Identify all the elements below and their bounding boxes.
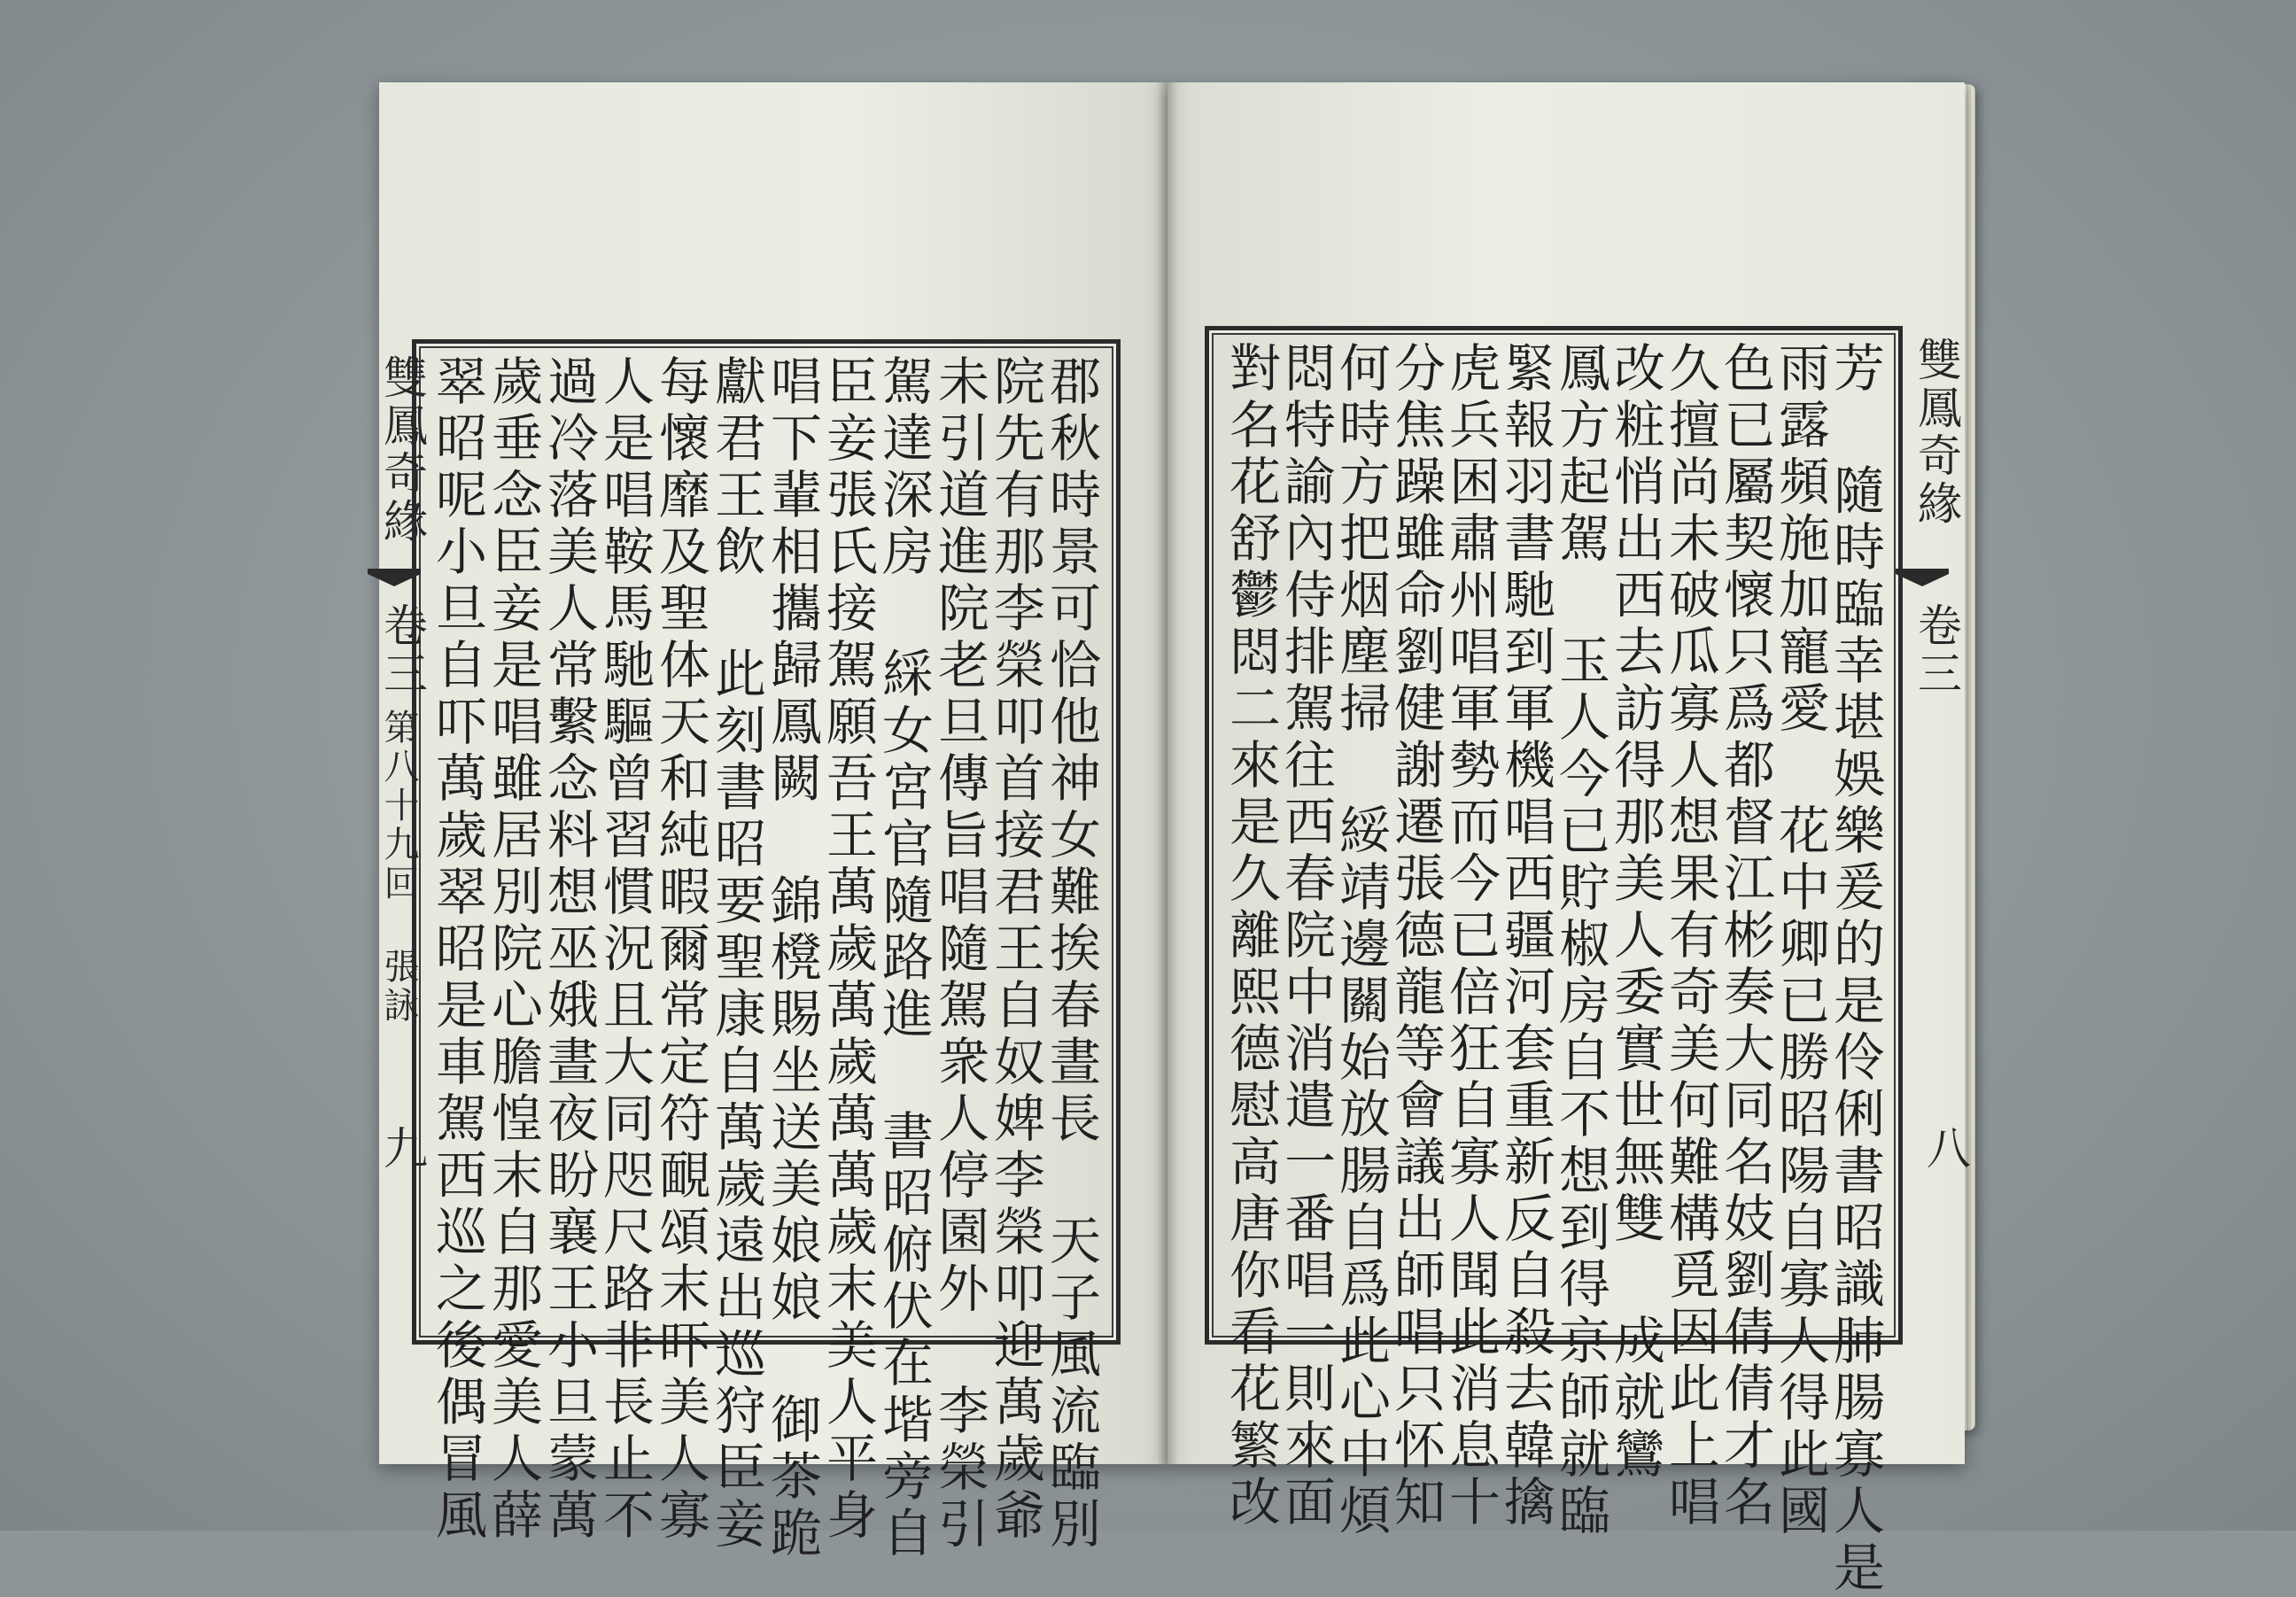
left-text-column-6: 唱下輩相攜歸鳳闕 錦櫈賜坐送美娘娘 御茶跪 bbox=[762, 354, 822, 1562]
left-text-column-10: 過冷落美人常繫念料想巫娥晝夜盼襄王小旦蒙萬 bbox=[539, 354, 599, 1545]
left-text-column-5: 臣妾張氏接駕願吾王萬歲萬歲萬萬歲末美人平身 bbox=[818, 354, 878, 1545]
right-text-column-9: 分焦躁雖命劉健謝遷張德龍等會議出師唱只怀知 bbox=[1385, 341, 1446, 1531]
right-text-column-5: 改粧悄出西去訪得那美人委實世無雙 成就鸞 bbox=[1605, 341, 1665, 1484]
left-text-column-1: 郡秋時景可恰他神女難挨春晝長 天子風流臨別 bbox=[1041, 354, 1101, 1554]
right-text-column-1: 芳 隨時臨幸堪娛樂爰的是伶俐書昭識肺腸寡人是 bbox=[1825, 341, 1885, 1597]
left-text-column-9: 人是唱鞍馬馳驅曾習慣況且大同咫尺路非長止不 bbox=[594, 354, 655, 1545]
right-text-column-2: 雨露頻施加寵愛 花中卿已勝昭陽自寡人得此國 bbox=[1770, 341, 1830, 1540]
fish-tail-ornament bbox=[1896, 567, 1949, 588]
book-gutter bbox=[1157, 82, 1178, 1464]
right-margin-page-number: 八 bbox=[1920, 1125, 1971, 1169]
right-margin-title: 雙鳳奇緣 bbox=[1911, 337, 1962, 528]
right-text-column-7: 緊報羽書馳到軍機唱西疆河套重新反自殺去韓擒 bbox=[1495, 341, 1555, 1531]
right-text-column-10: 何時方把烟塵掃 綏靖邊關始放腸自爲此心中煩 bbox=[1330, 341, 1391, 1540]
left-margin-volume: 卷三 bbox=[376, 602, 428, 698]
left-text-column-4: 駕達深房 綵女宮官隨路進 書昭俯伏在堦旁自 bbox=[873, 354, 934, 1562]
left-text-column-11: 歲垂念臣妾是唱雖居別院心膽惶末自那愛美人薛 bbox=[483, 354, 543, 1545]
fish-tail-ornament bbox=[368, 567, 421, 588]
left-text-column-2: 院先有那李榮叩首接君王自奴婢李榮叩迎萬歲爺 bbox=[985, 354, 1045, 1545]
right-text-column-12: 對名花舒鬱悶二來是久離熙德慰高唐你看花繁改 bbox=[1221, 341, 1281, 1531]
left-margin-title: 雙鳳奇緣 bbox=[376, 354, 428, 546]
right-text-column-6: 鳳方起駕 玉人今已貯椒房自不想到得京師就臨 bbox=[1550, 341, 1610, 1540]
left-margin-page-number: 九 bbox=[376, 1125, 428, 1169]
left-text-column-12: 翠昭呢小旦自吓萬歲翠昭是車駕西巡之後偶冒風 bbox=[427, 354, 487, 1545]
left-text-column-3: 未引道進院老旦傳旨唱隨駕衆人停園外 李榮引 bbox=[929, 354, 989, 1554]
left-text-column-7: 獻君王飲 此刻書昭要聖康自萬歲遠出巡狩臣妾 bbox=[706, 354, 766, 1554]
right-text-column-8: 虎兵困肅州唱軍勢而今已倍狂自寡人聞此消息十 bbox=[1440, 341, 1501, 1531]
left-margin-chapter: 第八十九回 張詠 bbox=[378, 709, 419, 1026]
left-text-column-8: 每懷靡及聖体天和純暇爾常定符靦頌末吓美人寡 bbox=[650, 354, 710, 1545]
right-text-column-3: 色已屬契懷只爲都督江彬奏大同名妓劉倩倩才名 bbox=[1715, 341, 1775, 1531]
right-text-column-11: 悶特諭內侍排駕往西春院中消遣一番唱一則來面 bbox=[1276, 341, 1336, 1531]
right-text-column-4: 久擅尚未破瓜寡人想果有奇美何難構覓因此上唱 bbox=[1660, 341, 1720, 1531]
right-margin-volume: 卷三 bbox=[1911, 602, 1962, 698]
